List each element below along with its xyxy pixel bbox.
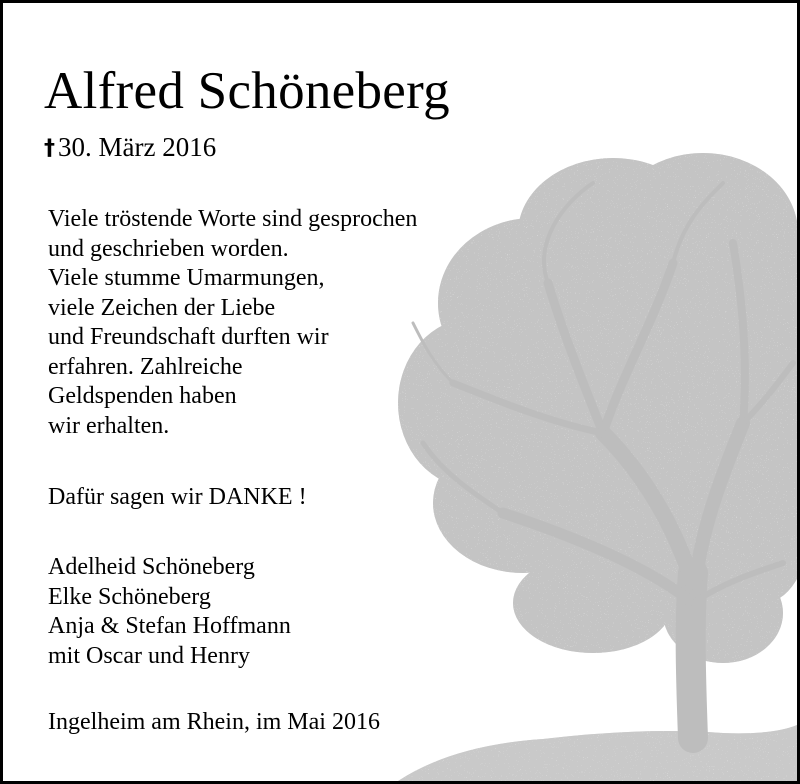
thanks-line: Dafür sagen wir DANKE ! (48, 484, 307, 510)
poem-line: und Freundschaft durften wir (48, 324, 329, 350)
poem-line: Viele stumme Umarmungen, (48, 265, 325, 291)
poem-line: wir erhalten. (48, 412, 170, 439)
poem-line: und geschrieben worden. (48, 235, 289, 262)
poem-line: Geldspenden haben (48, 383, 237, 409)
signer-name: mit Oscar und Henry (48, 642, 250, 669)
signers-list (48, 553, 291, 671)
death-date-line (44, 131, 216, 166)
place-and-date: Ingelheim am Rhein, im Mai 2016 (48, 709, 380, 735)
deceased-name: Alfred Schöneberg (44, 62, 450, 120)
poem-line: erfahren. Zahlreiche (48, 353, 243, 380)
thanks-block (48, 483, 307, 513)
death-date: 30. März 2016 (58, 132, 217, 162)
signer-name: Elke Schöneberg (48, 583, 211, 610)
poem-line: Viele tröstende Worte sind gesprochen (48, 206, 418, 232)
latin-cross-icon: † (44, 136, 55, 161)
thank-you-poem (48, 205, 417, 441)
signer-name: Anja & Stefan Hoffmann (48, 613, 291, 639)
poem-line: viele Zeichen der Liebe (48, 294, 276, 321)
notice-text (3, 3, 797, 781)
signer-name: Adelheid Schöneberg (48, 554, 255, 580)
